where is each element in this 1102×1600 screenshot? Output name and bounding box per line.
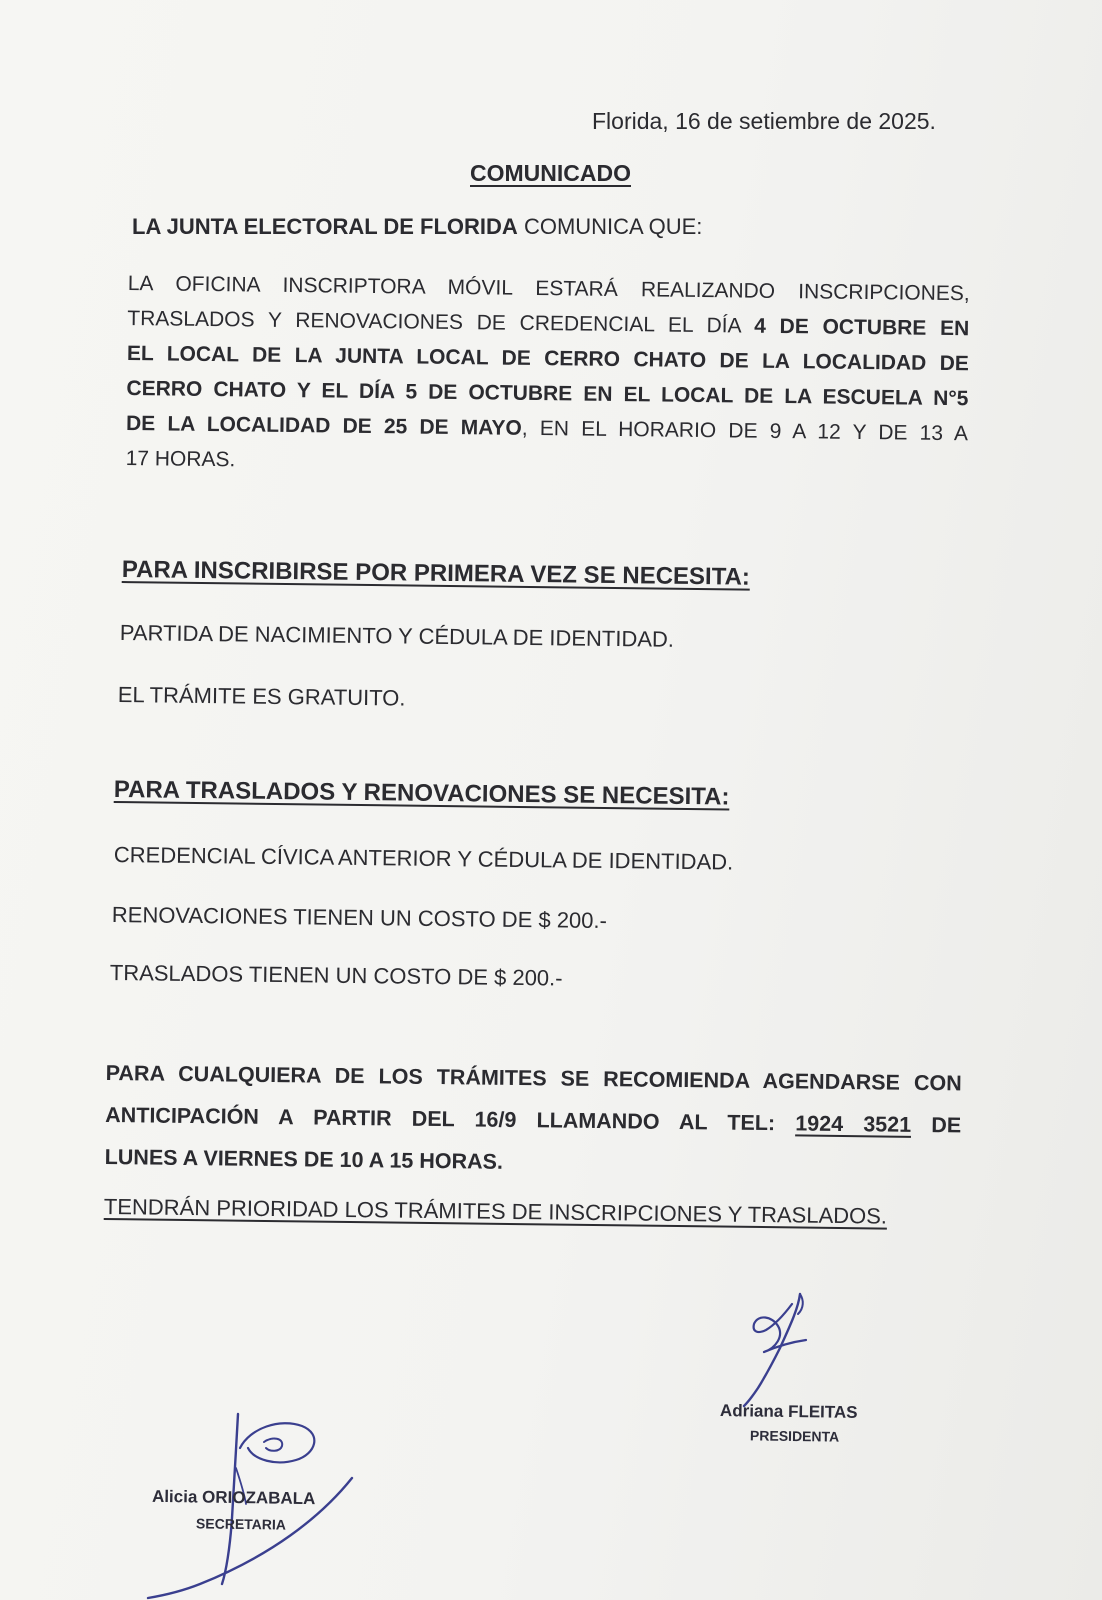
transfer-cost: TRASLADOS TIENEN UN COSTO DE $ 200.-: [109, 960, 563, 991]
appointment-paragraph: [104, 1052, 961, 1188]
first-registration-heading: PARA INSCRIBIRSE POR PRIMERA VEZ SE NECESITA:: [121, 556, 751, 591]
document-title: COMUNICADO: [470, 160, 631, 186]
transfers-heading: PARA TRASLADOS Y RENOVACIONES SE NECESITA:: [113, 776, 730, 811]
notice-line-5-hours: , EN EL HORARIO DE 9 A 12 Y DE 13 A: [521, 416, 969, 446]
first-registration-requirement: PARTIDA DE NACIMIENTO Y CÉDULA DE IDENTIDAD.: [119, 620, 675, 652]
notice-line-3: EL LOCAL DE LA JUNTA LOCAL DE CERRO CHATO DE LA LOCALIDAD DE: [126, 341, 970, 376]
intro-verb: COMUNICA QUE:: [517, 214, 703, 239]
intro-organization: LA JUNTA ELECTORAL DE FLORIDA: [132, 214, 518, 239]
appointment-line-2-end: DE: [910, 1112, 962, 1138]
notice-line-2-regular: TRASLADOS Y RENOVACIONES DE CREDENCIAL EL DÍA: [127, 306, 755, 338]
secretary-role: SECRETARIA: [195, 1515, 287, 1533]
first-registration-fee: EL TRÁMITE ES GRATUITO.: [117, 682, 406, 711]
notice-line-5-location: DE LA LOCALIDAD DE 25 DE MAYO: [125, 411, 522, 440]
notice-line-6: 17 HORAS.: [125, 446, 236, 472]
notice-line-2-date: 4 DE OCTUBRE EN: [754, 314, 970, 341]
appointment-line-3: LUNES A VIERNES DE 10 A 15 HORAS.: [104, 1144, 504, 1174]
phone-number: 1924 3521: [795, 1111, 912, 1137]
transfers-requirement: CREDENCIAL CÍVICA ANTERIOR Y CÉDULA DE IDENTIDAD.: [113, 842, 734, 875]
intro-line: [132, 216, 702, 238]
president-signature: [728, 1290, 838, 1410]
secretary-name: Alicia ORIOZABALA: [151, 1486, 316, 1509]
president-name: Adriana FLEITAS: [719, 1401, 858, 1422]
president-role: PRESIDENTA: [749, 1427, 840, 1445]
priority-note: TENDRÁN PRIORIDAD LOS TRÁMITES DE INSCRIPCIONES Y TRASLADOS.: [103, 1194, 888, 1229]
document-date: Florida, 16 de setiembre de 2025.: [592, 108, 936, 134]
notice-line-4: CERRO CHATO Y EL DÍA 5 DE OCTUBRE EN EL LOCAL DE LA ESCUELA N°5: [126, 376, 969, 411]
appointment-line-1: PARA CUALQUIERA DE LOS TRÁMITES SE RECOMIENDA AGENDARSE CON: [105, 1060, 962, 1096]
appointment-line-2-text: ANTICIPACIÓN A PARTIR DEL 16/9 LLAMANDO AL TEL:: [105, 1102, 796, 1136]
notice-paragraph: [125, 266, 970, 486]
notice-line-1: LA OFICINA INSCRIPTORA MÓVIL ESTARÁ REALIZANDO INSCRIPCIONES,: [127, 271, 970, 306]
renewal-cost: RENOVACIONES TIENEN UN COSTO DE $ 200.-: [111, 902, 608, 934]
